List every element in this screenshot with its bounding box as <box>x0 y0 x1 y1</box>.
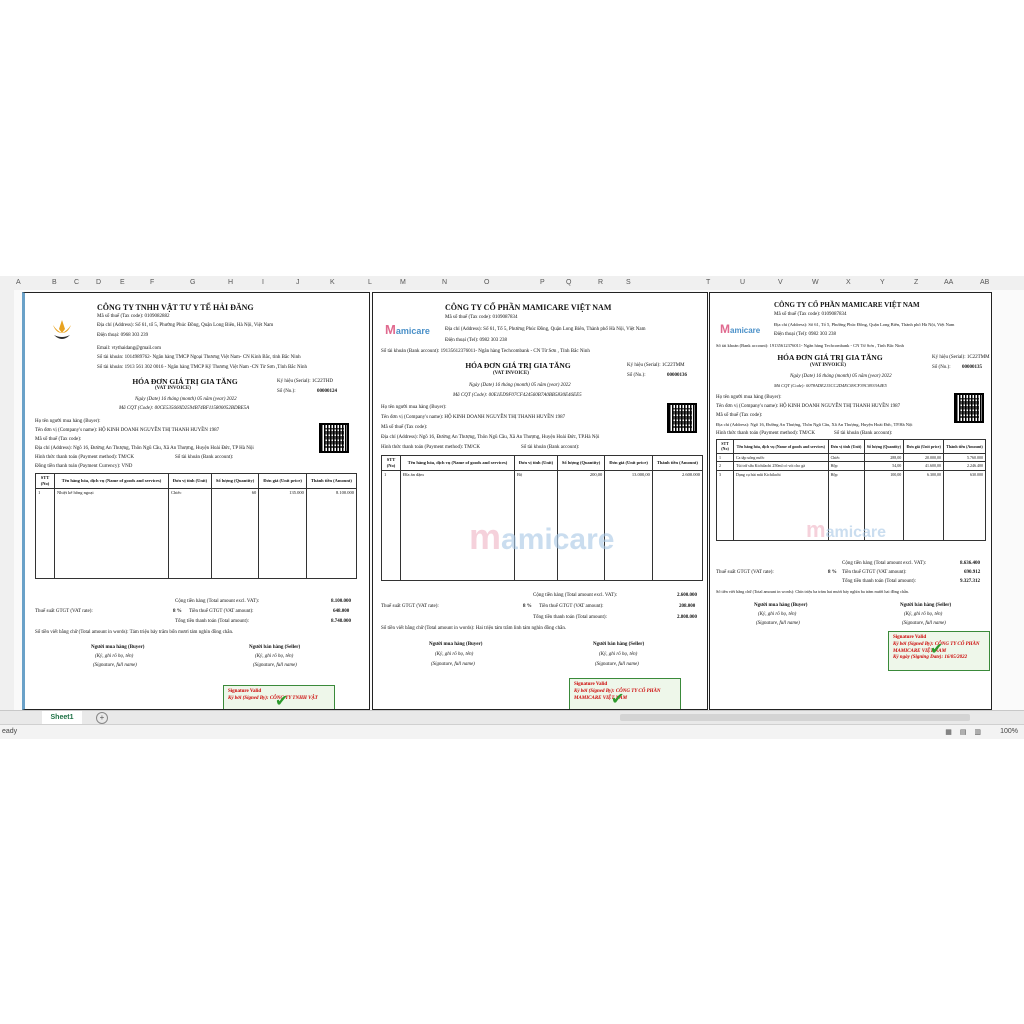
column-letter[interactable]: K <box>330 279 335 286</box>
column-header: Tên hàng hóa, dịch vụ (Name of goods and services) <box>734 440 829 454</box>
payment-method: Hình thức thanh toán (Payment method): TM/CK <box>716 431 815 436</box>
invoice-page-2 <box>372 292 708 710</box>
cell: 2.246.400 <box>944 462 986 470</box>
total-value: 2.600.000 <box>677 593 697 598</box>
table-row <box>717 462 986 470</box>
column-letter[interactable]: S <box>626 279 631 286</box>
column-header: Đơn vị tính (Unit) <box>168 474 211 489</box>
vat-rate: 8 % <box>523 604 532 609</box>
seller-sign-label: Người bán hàng (Seller) <box>900 603 952 608</box>
column-header: STT (No) <box>36 474 55 489</box>
cell: Bộ <box>514 471 557 581</box>
qr-code-icon <box>667 403 697 433</box>
cell: 13.000,00 <box>605 471 653 581</box>
vat-amount: 208.000 <box>679 604 696 609</box>
items-table <box>35 473 357 579</box>
grand-total: 2.808.000 <box>677 615 697 620</box>
grand-total-label: Tổng tiền thanh toán (Total amount): <box>842 579 916 584</box>
column-letter[interactable]: G <box>190 279 196 286</box>
invoice-number: 00000124 <box>317 389 337 394</box>
logo-text: amicare <box>395 326 430 336</box>
buyer-company: Tên đơn vị (Company's name): HỘ KINH DOANH NGUYỄN THỊ THANH HUYỀN 1987 <box>716 404 901 409</box>
buyer-address: Địa chỉ (Address): Ngõ 16, Đường An Thượng, Thôn Ngũ Cầu, Xã An Thượng, Huyện Hoài Đức, TP.Hà Nội <box>716 422 913 427</box>
buyer-tax-code: Mã số thuế (Tax code): <box>716 413 763 418</box>
column-letter[interactable]: U <box>740 279 746 286</box>
digital-signature-box <box>569 678 681 710</box>
seller-company-name: CÔNG TY TNHH VẬT TƯ Y TẾ HẢI ĐĂNG <box>97 303 254 312</box>
buyer-name: Họ tên người mua hàng (Buyer): <box>35 419 101 424</box>
lotus-logo-icon <box>49 317 75 343</box>
column-header: Đơn vị tính (Unit) <box>514 456 557 471</box>
buyer-sign-label: Người mua hàng (Buyer) <box>429 642 483 647</box>
payment-method: Hình thức thanh toán (Payment method): TM/CK <box>35 455 134 460</box>
cell: 1 <box>382 471 401 581</box>
buyer-address: Địa chỉ (Address): Ngõ 16, Đường An Thượng, Thôn Ngũ Cầu, Xã An Thượng, Huyện Hoài Đức, TP.Hà Nội <box>381 435 600 440</box>
buyer-name: Họ tên người mua hàng (Buyer): <box>716 395 782 400</box>
grand-total-label: Tổng tiền thanh toán (Total amount): <box>175 619 249 624</box>
column-letter[interactable]: D <box>96 279 102 286</box>
cell: 2 <box>717 462 734 470</box>
column-letter[interactable]: Z <box>914 279 919 286</box>
column-letter[interactable]: V <box>778 279 783 286</box>
grand-total-label: Tổng tiền thanh toán (Total amount): <box>533 615 607 620</box>
cell: 8.100.000 <box>306 489 356 579</box>
seller-bank: Số tài khoản (Bank account): 19135612376011- Ngân hàng Techcombank - CN Từ Sơn , Tỉnh Bắc Ninh <box>716 343 904 348</box>
column-header: Số lượng (Quantity) <box>211 474 258 489</box>
buyer-sign-label: Người mua hàng (Buyer) <box>754 603 808 608</box>
invoice-title: HÓA ĐƠN GIÁ TRỊ GIA TĂNG <box>132 377 238 386</box>
cell: Hộp <box>828 462 864 470</box>
invoice-serial: Ký hiệu (Serial): 1C22TMM <box>627 363 685 368</box>
vat-amount: 648.000 <box>333 609 350 614</box>
column-header: Đơn giá (Unit price) <box>605 456 653 471</box>
bank-account: Số tài khoản (Bank account): <box>521 445 580 450</box>
seller-address: Địa chỉ (Address): Số 61, Tổ 5, Phường Phúc Đồng, Quận Long Biên, Thành phố Hà Nội, Việt Nam <box>774 322 955 327</box>
payment-currency: Đồng tiền thanh toán (Payment Currency): VND <box>35 464 133 469</box>
seller-tax-code: Mã số thuế (Tax code): 0109082882 <box>97 314 170 319</box>
buyer-address: Địa chỉ (Address): Ngõ 16, Đường An Thượng, Thôn Ngũ Cầu, Xã An Thượng, Huyện Hoài Đức, TP Hà Nội <box>35 446 254 451</box>
seller-phone: Điện thoại (Tel): 0982 303 238 <box>774 332 836 337</box>
seller-tax-code: Mã số thuế (Tax code): 0109087834 <box>774 312 847 317</box>
seller-address: Địa chỉ (Address): Số 61, tổ 5, Phường Phúc Đồng, Quận Long Biên, Hà Nội, Việt Nam <box>97 323 274 328</box>
column-letter[interactable]: B <box>52 279 57 286</box>
cell: 200,00 <box>557 471 604 581</box>
vat-amount-label: Tiền thuế GTGT (VAT amount): <box>842 570 907 575</box>
grand-total: 8.748.000 <box>331 619 351 624</box>
cell: 100,00 <box>864 470 904 540</box>
column-letter[interactable]: R <box>598 279 604 286</box>
invoice-subtitle: (VAT INVOICE) <box>493 371 529 376</box>
buyer-sign-note-en: (Signature, full name) <box>431 662 475 667</box>
invoice-cqt-code: Mã CQT (Code): 00E1ED9F07CF424560B7A0BB5830E46EE5 <box>453 393 582 398</box>
add-sheet-icon[interactable]: + <box>96 712 108 724</box>
vat-rate-label: Thuế suất GTGT (VAT rate): <box>716 570 774 575</box>
seller-tax-code: Mã số thuế (Tax code): 0109087834 <box>445 315 518 320</box>
column-letter[interactable]: F <box>150 279 155 286</box>
cell: 41.600,00 <box>904 462 944 470</box>
invoice-number: 00000135 <box>962 365 982 370</box>
invoice-number-label: Số (No.): <box>277 389 296 394</box>
payment-method: Hình thức thanh toán (Payment method): TM/CK <box>381 445 480 450</box>
column-letter[interactable]: AB <box>980 279 990 286</box>
invoice-serial: Ký hiệu (Serial): 1C22TMM <box>932 355 990 360</box>
column-header: Thành tiền (Amount) <box>306 474 356 489</box>
total-label: Cộng tiền hàng (Total amount excl. VAT): <box>175 599 260 604</box>
column-letter[interactable]: E <box>120 279 125 286</box>
invoice-page-3 <box>709 292 992 710</box>
status-bar <box>0 724 1024 739</box>
column-header: Đơn giá (Unit price) <box>904 440 944 454</box>
seller-bank: Số tài khoản (Bank account): 19135612376011- Ngân hàng Techcombank - CN Từ Sơn , Tỉnh Bắc Ninh <box>381 349 590 354</box>
column-letter[interactable]: Q <box>566 279 572 286</box>
signed-by-text: Ký bởi (Signed By): CÔNG TY TNHH VẬT <box>228 695 318 701</box>
checkmark-icon: ✔ <box>930 641 944 658</box>
seller-sign-label: Người bán hàng (Seller) <box>249 645 301 650</box>
table-row <box>36 489 357 579</box>
invoice-subtitle: (VAT INVOICE) <box>810 363 846 368</box>
invoice-serial: Ký hiệu (Serial): 1C22THD <box>277 379 333 384</box>
watermark-text: amicare <box>825 524 887 541</box>
vat-amount: 690.912 <box>964 570 981 575</box>
amount-in-words: Số tiền viết bằng chữ (Total amount in words): Chín triệu ba trăm hai mươi bảy nghìn ba trăm mười hai đồng chẵn. <box>716 589 909 594</box>
buyer-sign-note-en: (Signature, full name) <box>756 621 800 626</box>
vat-rate: 8 % <box>828 570 837 575</box>
cell: Hộp <box>828 470 864 540</box>
table-row <box>717 453 986 461</box>
total-label: Cộng tiền hàng (Total amount excl. VAT): <box>842 561 927 566</box>
cell: 1 <box>717 453 734 461</box>
invoice-date: Ngày (Date) 16 tháng (month) 05 năm (year) 2022 <box>135 397 237 402</box>
vat-amount-label: Tiền thuế GTGT (VAT amount): <box>539 604 604 609</box>
column-letter[interactable]: I <box>262 279 264 286</box>
column-letter[interactable]: T <box>706 279 711 286</box>
cell: Dụng cụ hút mũi Kichilachi <box>734 470 829 540</box>
cell: Chiếc <box>168 489 211 579</box>
cell: 2.600.000 <box>652 471 702 581</box>
buyer-sign-note: (Ký, ghi rõ họ, tên) <box>95 654 134 659</box>
table-header-row <box>717 440 986 454</box>
mamicare-watermark: mamicare <box>469 516 615 557</box>
seller-sign-note-en: (Signature, full name) <box>253 663 297 668</box>
column-letter[interactable]: H <box>228 279 234 286</box>
seller-sign-note: (Ký, ghi rõ họ, tên) <box>599 652 638 657</box>
seller-email: Email: vtythaidang@gmail.com <box>97 346 162 351</box>
seller-sign-note: (Ký, ghi rõ họ, tên) <box>255 654 294 659</box>
column-letter[interactable]: J <box>296 279 300 286</box>
amount-in-words: Số tiền viết bằng chữ (Total amount in words): Tám triệu bảy trăm bốn mươi tám nghìn đồng chẵn. <box>35 630 234 635</box>
mamicare-logo-icon: Mamicare <box>720 322 761 336</box>
cell: Túi trữ sữa Kichilachi 250ml có vòi cho gà <box>734 462 829 470</box>
signing-date-text: Ký ngày (Signing Date): 16/05/2022 <box>893 655 968 661</box>
table-header-row <box>36 474 357 489</box>
column-letter[interactable]: W <box>812 279 819 286</box>
invoice-subtitle: (VAT INVOICE) <box>155 386 191 391</box>
buyer-company: Tên đơn vị (Company's name): HỘ KINH DOANH NGUYỄN THỊ THANH HUYỀN 1987 <box>381 415 566 420</box>
column-letter[interactable]: M <box>400 279 406 286</box>
cell: 54,00 <box>864 462 904 470</box>
seller-company-name: CÔNG TY CỔ PHẦN MAMICARE VIỆT NAM <box>445 303 612 312</box>
column-letter[interactable]: X <box>846 279 851 286</box>
cell: 1 <box>36 489 55 579</box>
buyer-sign-note: (Ký, ghi rõ họ, tên) <box>758 612 797 617</box>
view-mode-icons[interactable]: ▦ ▤ ▥ <box>945 729 984 736</box>
checkmark-icon: ✔ <box>275 693 289 710</box>
spreadsheet-screenshot <box>0 276 1024 738</box>
cell: Ca tập uống nước <box>734 453 829 461</box>
mamicare-logo-icon: Mamicare <box>385 322 430 337</box>
sheet-tab-bar <box>0 710 1024 725</box>
column-header: Đơn giá (Unit price) <box>259 474 307 489</box>
column-header: Thành tiền (Amount) <box>652 456 702 471</box>
qr-code-icon <box>954 393 984 423</box>
column-header: Số lượng (Quantity) <box>557 456 604 471</box>
signature-valid-text: Signature Valid <box>574 682 608 687</box>
cell: 20.000,00 <box>904 453 944 461</box>
logo-text: amicare <box>730 326 761 335</box>
column-header: Thành tiền (Amount) <box>944 440 986 454</box>
invoice-number-label: Số (No.): <box>932 365 951 370</box>
column-letter[interactable]: Y <box>880 279 885 286</box>
total-value: 8.100.000 <box>331 599 351 604</box>
cell: Chiếc <box>828 453 864 461</box>
cell: Đĩa ăn dặm <box>401 471 515 581</box>
bank-account: Số tài khoản (Bank account): <box>834 431 893 436</box>
invoice-cqt-code: Mã CQT (Code): 00CE535660D2594B74BF115800052BDBE5A <box>119 406 250 411</box>
qr-code-icon <box>319 423 349 453</box>
column-letter[interactable]: L <box>368 279 372 286</box>
vat-amount-label: Tiền thuế GTGT (VAT amount): <box>189 609 254 614</box>
cell: Nhiệt kế hồng ngoại <box>55 489 169 579</box>
zoom-level[interactable]: 100% <box>1000 728 1018 735</box>
seller-sign-note: (Ký, ghi rõ họ, tên) <box>904 612 943 617</box>
invoice-cqt-code: Mã CQT (Code): 0078ADE215CC2D4EC09CF39C0933A4E5 <box>774 383 887 388</box>
grand-total: 9.327.312 <box>960 579 980 584</box>
invoice-number: 00000136 <box>667 373 687 378</box>
buyer-sign-label: Người mua hàng (Buyer) <box>91 645 145 650</box>
seller-phone: Điện thoại (Tel): 0982 303 238 <box>445 338 507 343</box>
cell: 630.000 <box>944 470 986 540</box>
checkmark-icon: ✔ <box>611 691 625 708</box>
invoice-number-label: Số (No.): <box>627 373 646 378</box>
invoice-date: Ngày (Date) 16 tháng (month) 05 năm (year) 2022 <box>469 383 571 388</box>
buyer-tax-code: Mã số thuế (Tax code): <box>381 425 428 430</box>
vat-rate-label: Thuế suất GTGT (VAT rate): <box>35 609 93 614</box>
column-header: Số lượng (Quantity) <box>864 440 904 454</box>
tab-sheet1[interactable]: Sheet1 <box>42 711 82 726</box>
invoice-date: Ngày (Date) 16 tháng (month) 05 năm (year) 2022 <box>790 374 892 379</box>
horizontal-scrollbar[interactable] <box>620 714 970 721</box>
seller-company-name: CÔNG TY CỔ PHẦN MAMICARE VIỆT NAM <box>774 301 920 309</box>
signature-valid-text: Signature Valid <box>893 635 927 640</box>
vat-rate-label: Thuế suất GTGT (VAT rate): <box>381 604 439 609</box>
vat-rate: 8 % <box>173 609 182 614</box>
column-header: Đơn vị tính (Unit) <box>828 440 864 454</box>
buyer-name: Họ tên người mua hàng (Buyer): <box>381 405 447 410</box>
column-header-bar <box>0 276 1024 291</box>
cell: 60 <box>211 489 258 579</box>
column-letter[interactable]: O <box>484 279 490 286</box>
amount-in-words: Số tiền viết bằng chữ (Total amount in words): Hai triệu tám trăm linh tám nghìn đồng chẵn. <box>381 626 567 631</box>
column-letter[interactable]: N <box>442 279 448 286</box>
signature-valid-text: Signature Valid <box>228 689 262 694</box>
invoice-page-1 <box>22 292 370 710</box>
invoice-title: HÓA ĐƠN GIÁ TRỊ GIA TĂNG <box>465 361 571 370</box>
seller-sign-note-en: (Signature, full name) <box>595 662 639 667</box>
table-header-row <box>382 456 703 471</box>
total-label: Cộng tiền hàng (Total amount excl. VAT): <box>533 593 618 598</box>
column-letter[interactable]: P <box>540 279 545 286</box>
seller-bank-1: Số tài khoản: 1014989762- Ngân hàng TMCP Ngoại Thương Việt Nam- CN Kinh Bắc, tỉnh Bắc Ninh <box>97 355 301 360</box>
cell: 288,00 <box>864 453 904 461</box>
mamicare-watermark: mamicare <box>806 517 887 542</box>
column-header: Tên hàng hóa, dịch vụ (Name of goods and services) <box>55 474 169 489</box>
seller-sign-note-en: (Signature, full name) <box>902 621 946 626</box>
signed-by-text: Ký bởi (Signed By): CÔNG TY CỔ PHẦN MAMICARE VIỆT NAM <box>893 641 980 654</box>
seller-phone: Điện thoại: 0968 303 239 <box>97 333 149 338</box>
column-letter[interactable]: C <box>74 279 80 286</box>
buyer-sign-note: (Ký, ghi rõ họ, tên) <box>435 652 474 657</box>
watermark-text: amicare <box>501 523 615 556</box>
cell: 5.760.000 <box>944 453 986 461</box>
status-ready-text: eady <box>2 728 18 735</box>
seller-sign-label: Người bán hàng (Seller) <box>593 642 645 647</box>
cell: 135.000 <box>259 489 307 579</box>
column-header: STT (No) <box>382 456 401 471</box>
bank-account: Số tài khoản (Bank account): <box>175 455 234 460</box>
column-letter[interactable]: AA <box>944 279 954 286</box>
cell: 6.300,00 <box>904 470 944 540</box>
signed-by-text: Ký bởi (Signed By): CÔNG TY CỔ PHẦN MAMICARE VIỆT NAM <box>574 688 661 701</box>
column-header: STT (No) <box>717 440 734 454</box>
cell: 3 <box>717 470 734 540</box>
buyer-sign-note-en: (Signature, full name) <box>93 663 137 668</box>
seller-address: Địa chỉ (Address): Số 61, Tổ 5, Phường Phúc Đồng, Quận Long Biên, Thành phố Hà Nội, Việt Nam <box>445 327 646 332</box>
column-letter[interactable]: A <box>16 279 21 286</box>
buyer-tax-code: Mã số thuế (Tax code): <box>35 437 82 442</box>
seller-bank-2: Số tài khoản: 1913 561 302 0016 - Ngân hàng TMCP Kỹ Thương Việt Nam -CN Từ Sơn ,Tỉnh Bắc Ninh <box>97 365 307 370</box>
column-header: Tên hàng hóa, dịch vụ (Name of goods and services) <box>401 456 515 471</box>
buyer-company: Tên đơn vị (Company's name): HỘ KINH DOANH NGUYỄN THỊ THANH HUYỀN 1987 <box>35 428 220 433</box>
total-value: 8.636.400 <box>960 561 980 566</box>
invoice-title: HÓA ĐƠN GIÁ TRỊ GIA TĂNG <box>777 353 883 362</box>
